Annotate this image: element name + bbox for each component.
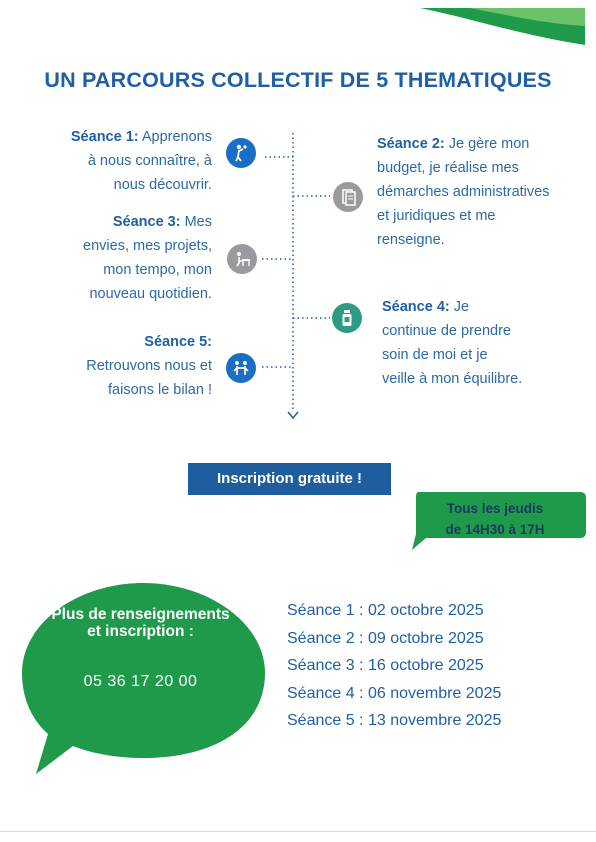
seance-2-text [377, 132, 582, 252]
seance-5-line-3: faisons le bilan ! [108, 382, 212, 398]
seance-1-sep: : [133, 129, 139, 145]
seance-2-sep: : [439, 136, 445, 152]
medicine-jar-icon [332, 303, 362, 333]
seance-1-text [40, 125, 212, 197]
date-item-3: Séance 3 : 16 octobre 2025 [287, 657, 484, 675]
seance-3-line-3: mon tempo, mon [103, 262, 212, 278]
person-ball-icon [226, 138, 256, 168]
seance-3-line-2: envies, mes projets, [83, 238, 212, 254]
seance-4-line-2: continue de prendre [382, 323, 511, 339]
seance-1-line-3: nous découvrir. [113, 177, 212, 193]
seance-5-line-2: Retrouvons nous et [86, 358, 212, 374]
seance-5-label: Séance 5: [144, 334, 212, 350]
seance-3-line-4: nouveau quotidien. [89, 286, 212, 302]
seance-3-label: Séance 3 [112, 214, 176, 230]
phone-number[interactable]: 05 36 17 20 00 [83, 673, 198, 690]
seance-5-text [40, 330, 212, 402]
seance-4-line-4: veille à mon équilibre. [382, 371, 523, 387]
inscription-banner: Inscription gratuite ! [188, 463, 391, 495]
schedule-line-1: Tous les jeudis [446, 501, 544, 516]
date-item-1: Séance 1 : 02 octobre 2025 [287, 602, 484, 619]
info-title: Plus de renseignements et inscription : [51, 606, 230, 640]
seance-3-sep: : [175, 214, 181, 230]
seance-2-line-2: budget, je réalise mes [377, 160, 519, 176]
documents-icon [333, 182, 363, 212]
seance-4-text [382, 295, 582, 391]
seance-1-label: Séance 1 [70, 129, 134, 145]
date-item-2: Séance 2 : 09 octobre 2025 [287, 629, 484, 647]
seance-3-text [40, 210, 212, 306]
seance-2-line-5: renseigne. [377, 232, 445, 248]
desk-person-icon [227, 244, 257, 274]
date-item-4: Séance 4 : 06 novembre 2025 [287, 684, 502, 702]
seance-2-line-1: Je gère mon [444, 136, 530, 152]
schedule-text [420, 498, 570, 540]
schedule-line-2: de 14H30 à 17H [445, 522, 545, 537]
seance-4-line-1: Je [449, 299, 470, 315]
seance-4-label: Séance 4: [382, 299, 450, 315]
page-title: UN PARCOURS COLLECTIF DE 5 THEMATIQUES [44, 68, 552, 92]
seance-3-line-1: Mes [180, 214, 212, 230]
seance-4-line-3: soin de moi et je [382, 347, 488, 363]
seance-1-line-1: Apprenons [138, 129, 212, 145]
dates-list [287, 597, 501, 735]
seance-2-line-3: démarches administratives [377, 184, 550, 200]
two-people-icon [226, 353, 256, 383]
seance-2-line-4: et juridiques et me [377, 208, 496, 224]
footer-divider [0, 831, 596, 832]
seance-1-line-2: à nous connaître, à [87, 153, 212, 169]
date-item-5: Séance 5 : 13 novembre 2025 [287, 712, 502, 730]
seance-2-label: Séance 2 [377, 136, 440, 152]
